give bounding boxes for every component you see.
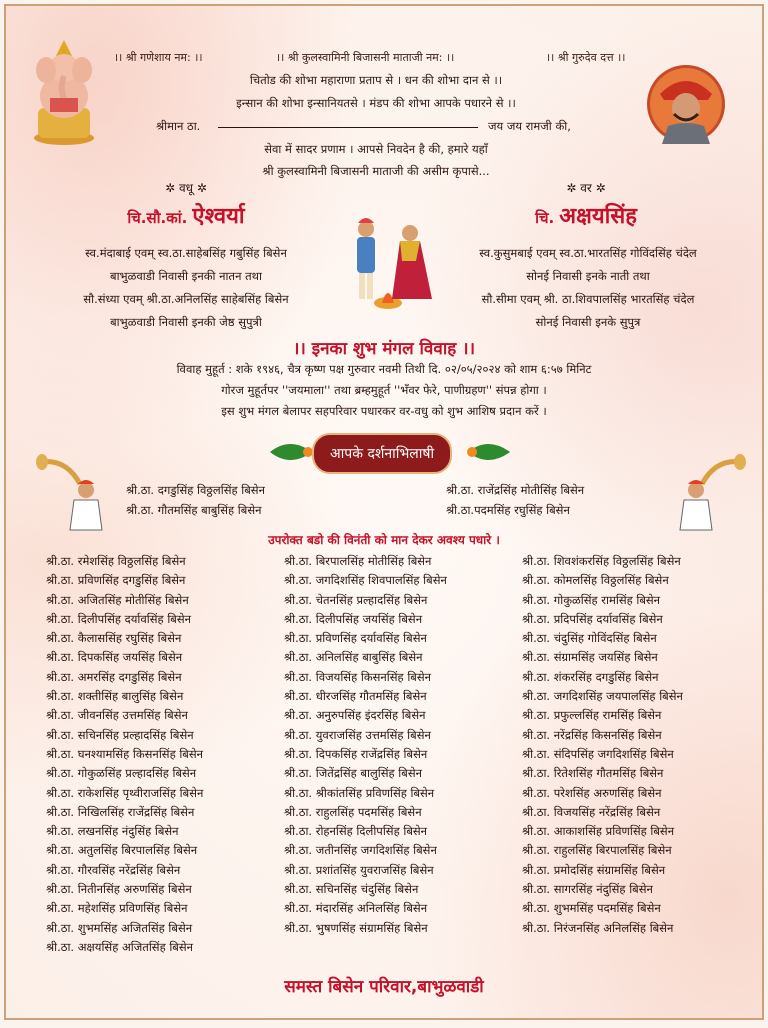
ganesha-icon xyxy=(28,38,100,146)
relative-name: श्री.ठा. नरेंद्रसिंह किसनसिंह बिसेन xyxy=(522,727,662,742)
relative-name: श्री.ठा. युवराजसिंह उत्तमसिंह बिसेन xyxy=(284,727,431,742)
relative-name: श्री.ठा. सचिनसिंह चंदुसिंह बिसेन xyxy=(284,882,419,897)
relative-name: श्री.ठा. संग्रामसिंह जयसिंह बिसेन xyxy=(522,650,658,665)
relative-name: श्री.ठा. दिपकसिंह जयसिंह बिसेन xyxy=(46,650,183,665)
bride-family-line: स्व.मंदाबाई एवम् स्व.ठा.साहेबसिंह गबुसिंह बिसेन xyxy=(85,246,287,260)
tutari-player-right-icon xyxy=(666,452,746,532)
relative-name: श्री.ठा. दिलीपसिंह दर्यावसिंह बिसेन xyxy=(46,611,192,626)
relative-name: श्री.ठा. गोकुळसिंह प्रल्हादसिंह बिसेन xyxy=(46,766,197,781)
shriman-label: श्रीमान ठा. xyxy=(156,119,201,133)
darshan-name: श्री.ठा. दगडुसिंह विठ्ठलसिंह बिसेन xyxy=(126,483,265,497)
relative-name: श्री.ठा. जीवनसिंह उत्तमसिंह बिसेन xyxy=(46,708,188,723)
darshan-name: श्री.ठा. गौतमसिंह बाबुसिंह बिसेन xyxy=(126,503,262,517)
relative-name: श्री.ठा. प्रविणसिंह दर्यावसिंह बिसेन xyxy=(284,631,427,646)
darshan-name: श्री.ठा.पदमसिंह रघुसिंह बिसेन xyxy=(446,503,570,517)
footer-family: समस्त बिसेन परिवार,बाभुळवाडी xyxy=(284,977,484,997)
relative-name: श्री.ठा. गौरवसिंह नरेंद्रसिंह बिसेन xyxy=(46,862,181,877)
relative-name: श्री.ठा. अक्षयसिंह अजितसिंह बिसेन xyxy=(46,939,194,954)
relative-name: श्री.ठा. धीरजसिंह गौतमसिंह बिसेन xyxy=(284,689,427,704)
relative-name: श्री.ठा. रितेशसिंह गौतमसिंह बिसेन xyxy=(522,766,664,781)
groom-family-line: सोनई निवासी इनके सुपुत्र xyxy=(535,315,641,329)
bride-role: ✲ वधू ✲ xyxy=(165,181,207,195)
vivah-blessing: इस शुभ मंगल बेलापर सहपरिवार पधारकर वर-वधु को शुभ आशिष प्रदान करें । xyxy=(221,404,547,418)
relative-name: श्री.ठा. विजयसिंह नरेंद्रसिंह बिसेन xyxy=(522,804,661,819)
relative-name: श्री.ठा. निरंजनसिंह अनिलसिंह बिसेन xyxy=(522,920,674,935)
groom-family-line: सोनई निवासी इनके नाती तथा xyxy=(526,269,650,283)
relative-name: श्री.ठा. बिरपालसिंह मोतीसिंह बिसेन xyxy=(284,554,432,568)
relative-name: श्री.ठा. मंदारसिंह अनिलसिंह बिसेन xyxy=(284,901,428,916)
relative-name: श्री.ठा. रमेशसिंह विठ्ठलसिंह बिसेन xyxy=(46,554,186,568)
relative-name: श्री.ठा. शुभमसिंह अजितसिंह बिसेन xyxy=(46,920,193,935)
tutari-player-left-icon xyxy=(36,452,116,532)
jay-ramji: जय जय रामजी की, xyxy=(488,119,571,133)
vivah-gorajan: गोरज मुहूर्तपर ''जयमाला'' तथा ब्रम्हमुहूर्त ''भँवर फेरे, पाणीग्रहण'' संपन्न होगा । xyxy=(221,383,547,397)
relative-name: श्री.ठा. गोकुळसिंह रामसिंह बिसेन xyxy=(522,592,661,607)
relative-name: श्री.ठा. भुषणसिंह संग्रामसिंह बिसेन xyxy=(284,920,428,935)
relative-name: श्री.ठा. चंदुसिंह गोविंदसिंह बिसेन xyxy=(522,631,657,646)
groom-name-block xyxy=(436,200,736,230)
relative-name: श्री.ठा. शक्तीसिंह बालुसिंह बिसेन xyxy=(46,689,184,704)
maharana-portrait-icon xyxy=(646,64,726,144)
relative-name: श्री.ठा. प्रशांतसिंह युवराजसिंह बिसेन xyxy=(284,862,434,877)
relative-name: श्री.ठा. निखिलसिंह राजेंद्रसिंह बिसेन xyxy=(46,804,195,819)
relative-name: श्री.ठा. महेशसिंह प्रविणसिंह बिसेन xyxy=(46,901,188,916)
bride-family-line: बाभुळवाडी निवासी इनकी नातन तथा xyxy=(110,269,262,283)
bride-family-line: सौ.संध्या एवम् श्री.ठा.अनिलसिंह साहेबसिंह बिसेन xyxy=(83,292,289,306)
leaf-left-icon xyxy=(268,438,314,466)
groom-role: ✲ वर ✲ xyxy=(566,181,606,195)
groom-prefix: चि. xyxy=(535,209,555,227)
relative-name: श्री.ठा. अनिलसिंह बाबुसिंह बिसेन xyxy=(284,650,423,665)
relative-name: श्री.ठा. घनश्यामसिंह किसनसिंह बिसेन xyxy=(46,746,204,761)
relative-name: श्री.ठा. रोहनसिंह दिलीपसिंह बिसेन xyxy=(284,824,428,839)
relative-name: श्री.ठा. राकेशसिंह पृथ्वीराजसिंह बिसेन xyxy=(46,785,204,800)
relative-name: श्री.ठा. आकाशसिंह प्रविणसिंह बिसेन xyxy=(522,824,675,839)
relative-name: श्री.ठा. लखनसिंह नंदुसिंह बिसेन xyxy=(46,824,179,839)
relative-name: श्री.ठा. कोमलसिंह विठ्ठलसिंह बिसेन xyxy=(522,573,669,588)
verse-line-1: चितोड की शोभा महाराणा प्रताप से । धन की शोभा दान से ।। xyxy=(249,73,503,87)
groom-family-line: सौ.सीमा एवम् श्री. ठा.शिवपालसिंह भारतसिंह चंदेल xyxy=(481,292,695,306)
relative-name: श्री.ठा. श्रीकांतसिंह प्रविणसिंह बिसेन xyxy=(284,785,435,800)
relative-name: श्री.ठा. विजयसिंह किसनसिंह बिसेन xyxy=(284,669,432,684)
relative-name: श्री.ठा. प्रविणसिंह दगडुसिंह बिसेन xyxy=(46,573,186,588)
mantra-kulswamini: ।। श्री कुलस्वामिनी बिजासनी माताजी नम: ।। xyxy=(276,51,455,64)
groom-name: अक्षयसिंह xyxy=(559,204,637,229)
relative-name: श्री.ठा. प्रमोदसिंह संग्रामसिंह बिसेन xyxy=(522,862,666,877)
darshan-name: श्री.ठा. राजेंद्रसिंह मोतीसिंह बिसेन xyxy=(446,483,585,497)
bride-name: ऐश्वर्या xyxy=(192,204,245,229)
darshan-badge: आपके दर्शनाभिलाषी xyxy=(312,433,452,474)
relative-name: श्री.ठा. सागरसिंह नंदुसिंह बिसेन xyxy=(522,882,653,897)
relative-name: श्री.ठा. राहुलसिंह बिरपालसिंह बिसेन xyxy=(522,843,672,858)
relative-name: श्री.ठा. अतुलसिंह बिरपालसिंह बिसेन xyxy=(46,843,198,858)
relative-name: श्री.ठा. सचिनसिंह प्रल्हादसिंह बिसेन xyxy=(46,727,194,742)
groom-family-line: स्व.कुसुमबाई एवम् स्व.ठा.भारतसिंह गोविंदसिंह चंदेल xyxy=(479,246,697,260)
relative-name: श्री.ठा. नितीनसिंह अरुणसिंह बिसेन xyxy=(46,882,192,897)
relative-name: श्री.ठा. अमरसिंह दगडुसिंह बिसेन xyxy=(46,669,182,684)
relative-name: श्री.ठा. शिवशंकरसिंह विठ्ठलसिंह बिसेन xyxy=(522,554,681,568)
bride-prefix: चि.सौ.कां. xyxy=(127,209,188,227)
relative-name: श्री.ठा. परेशसिंह अरुणसिंह बिसेन xyxy=(522,785,662,800)
invitation-card xyxy=(4,4,764,1020)
relative-name: श्री.ठा. अनुरुपसिंह इंदरसिंह बिसेन xyxy=(284,708,426,723)
mantra-gurudev: ।। श्री गुरुदेव दत्त ।। xyxy=(546,51,626,64)
relative-name: श्री.ठा. जतीनसिंह जगदिशसिंह बिसेन xyxy=(284,843,437,858)
verse-line-5: श्री कुलस्वामिनी बिजासनी माताजी की असीम कृपासे... xyxy=(262,164,490,178)
leaf-right-icon xyxy=(466,438,512,466)
bride-family-line: बाभुळवाडी निवासी इनकी जेष्ठ सुपुत्री xyxy=(110,315,262,329)
relatives-column-1 xyxy=(46,552,203,957)
vivah-title: ।। इनका शुभ मंगल विवाह ।। xyxy=(292,339,476,359)
relative-name: श्री.ठा. चेतनसिंह प्रल्हादसिंह बिसेन xyxy=(284,592,428,607)
relative-name: श्री.ठा. प्रफुल्लसिंह रामसिंह बिसेन xyxy=(522,708,662,723)
relatives-column-2 xyxy=(284,552,447,938)
vivah-muhurt: विवाह मुहूर्त : शके १९४६, चैत्र कृष्ण पक्ष गुरुवार नवमी तिथी दि. ०२/०५/२०२४ को शाम ६:५७ मिनिट xyxy=(176,362,592,376)
relative-name: श्री.ठा. संदिपसिंह जगदिशसिंह बिसेन xyxy=(522,746,674,761)
relative-name: श्री.ठा. राहुलसिंह पदमसिंह बिसेन xyxy=(284,804,422,819)
verse-line-4: सेवा में सादर प्रणाम । आपसे निवदेन है की, हमारे यहाँ xyxy=(264,142,488,156)
mantra-ganesh: ।। श्री गणेशाय नम: ।। xyxy=(114,51,203,64)
groom-family xyxy=(418,242,758,334)
guest-name-line xyxy=(218,127,478,128)
appeal-line: उपरोक्त बडो की विनंती को मान देकर अवश्य पधारे । xyxy=(268,533,500,547)
bride-name-block xyxy=(36,200,336,230)
relative-name: श्री.ठा. जितेंद्रसिंह बालुसिंह बिसेन xyxy=(284,766,422,781)
relative-name: श्री.ठा. कैलाससिंह रघुसिंह बिसेन xyxy=(46,631,182,646)
relative-name: श्री.ठा. शंकरसिंह दगडुसिंह बिसेन xyxy=(522,669,659,684)
bride-family xyxy=(26,242,346,334)
relative-name: श्री.ठा. अजितसिंह मोतीसिंह बिसेन xyxy=(46,592,189,607)
relative-name: श्री.ठा. दिलीपसिंह जयसिंह बिसेन xyxy=(284,611,423,626)
relative-name: श्री.ठा. जगदिशसिंह शिवपालसिंह बिसेन xyxy=(284,573,447,588)
relatives-column-3 xyxy=(522,552,683,938)
relative-name: श्री.ठा. प्रदिपसिंह दर्यावसिंह बिसेन xyxy=(522,611,663,626)
relative-name: श्री.ठा. शुभमसिंह पदमसिंह बिसेन xyxy=(522,901,661,916)
relative-name: श्री.ठा. दिपकसिंह राजेंद्रसिंह बिसेन xyxy=(284,746,428,761)
verse-line-2: इन्सान की शोभा इन्सानियतसे । मंडप की शोभा आपके पधारने से ।। xyxy=(236,96,516,110)
relative-name: श्री.ठा. जगदिशसिंह जयपालसिंह बिसेन xyxy=(522,689,683,704)
